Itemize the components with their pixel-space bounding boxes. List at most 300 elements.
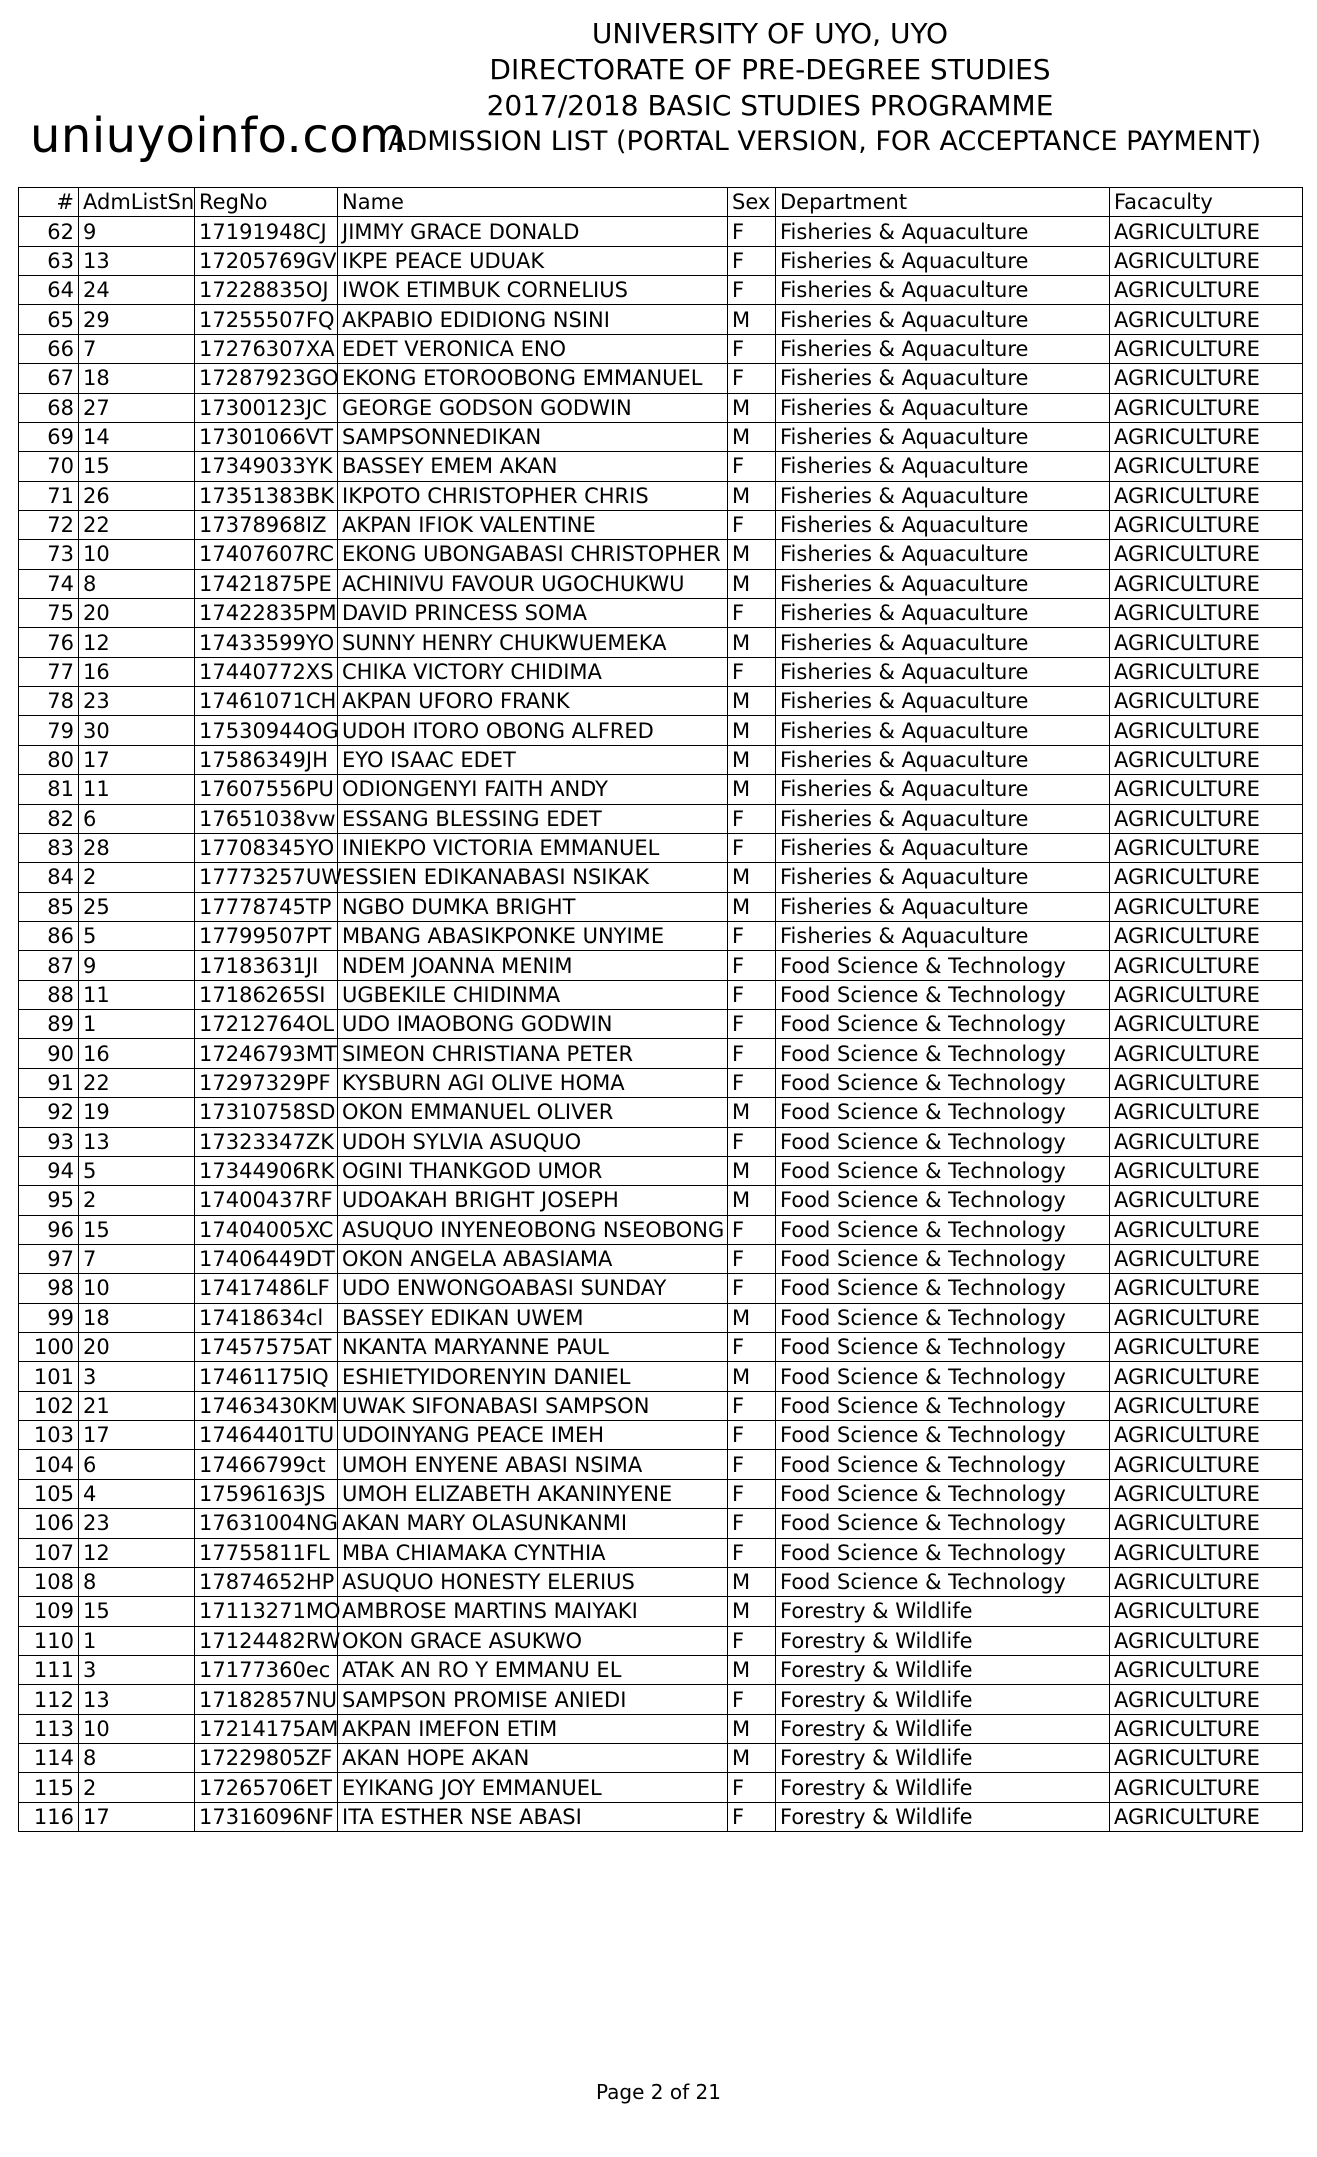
cell-name: UMOH ELIZABETH AKANINYENE <box>338 1479 728 1508</box>
cell-admlistsn: 16 <box>79 1039 195 1068</box>
table-row <box>19 1274 1303 1303</box>
cell-name: ATAK AN RO Y EMMANU EL <box>338 1655 728 1684</box>
cell-name: SAMPSON PROMISE ANIEDI <box>338 1685 728 1714</box>
cell-admlistsn: 2 <box>79 1773 195 1802</box>
cell-department: Food Science & Technology <box>776 1274 1110 1303</box>
cell-faculty: AGRICULTURE <box>1110 1685 1303 1714</box>
cell-regno: 17461175IQ <box>195 1362 338 1391</box>
cell-sex: F <box>728 364 776 393</box>
cell-department: Forestry & Wildlife <box>776 1597 1110 1626</box>
cell-index: 72 <box>19 510 79 539</box>
cell-index: 108 <box>19 1567 79 1596</box>
cell-faculty: AGRICULTURE <box>1110 1450 1303 1479</box>
cell-faculty: AGRICULTURE <box>1110 1333 1303 1362</box>
cell-index: 90 <box>19 1039 79 1068</box>
cell-faculty: AGRICULTURE <box>1110 540 1303 569</box>
cell-name: BASSEY EMEM AKAN <box>338 452 728 481</box>
cell-name: NKANTA MARYANNE PAUL <box>338 1333 728 1362</box>
cell-name: DAVID PRINCESS SOMA <box>338 599 728 628</box>
cell-index: 77 <box>19 657 79 686</box>
cell-admlistsn: 2 <box>79 863 195 892</box>
cell-admlistsn: 3 <box>79 1362 195 1391</box>
cell-admlistsn: 8 <box>79 1744 195 1773</box>
cell-name: UDOH ITORO OBONG ALFRED <box>338 716 728 745</box>
cell-faculty: AGRICULTURE <box>1110 1773 1303 1802</box>
watermark-text: uniuyoinfo.com <box>30 108 407 164</box>
table-row <box>19 980 1303 1009</box>
table-row <box>19 1362 1303 1391</box>
cell-name: UDOINYANG PEACE IMEH <box>338 1421 728 1450</box>
cell-regno: 17418634cl <box>195 1303 338 1332</box>
cell-department: Fisheries & Aquaculture <box>776 246 1110 275</box>
cell-regno: 17265706ET <box>195 1773 338 1802</box>
cell-regno: 17301066VT <box>195 422 338 451</box>
cell-index: 88 <box>19 980 79 1009</box>
cell-regno: 17276307XA <box>195 334 338 363</box>
table-row <box>19 1567 1303 1596</box>
cell-admlistsn: 10 <box>79 1274 195 1303</box>
table-row <box>19 1068 1303 1097</box>
cell-faculty: AGRICULTURE <box>1110 1509 1303 1538</box>
cell-name: AKAN MARY OLASUNKANMI <box>338 1509 728 1538</box>
cell-name: SIMEON CHRISTIANA PETER <box>338 1039 728 1068</box>
cell-regno: 17586349JH <box>195 745 338 774</box>
table-row <box>19 569 1303 598</box>
cell-name: EYIKANG JOY EMMANUEL <box>338 1773 728 1802</box>
cell-faculty: AGRICULTURE <box>1110 775 1303 804</box>
cell-department: Fisheries & Aquaculture <box>776 569 1110 598</box>
cell-faculty: AGRICULTURE <box>1110 1362 1303 1391</box>
cell-department: Fisheries & Aquaculture <box>776 921 1110 950</box>
cell-department: Food Science & Technology <box>776 1538 1110 1567</box>
cell-department: Food Science & Technology <box>776 1479 1110 1508</box>
cell-sex: M <box>728 540 776 569</box>
cell-department: Forestry & Wildlife <box>776 1744 1110 1773</box>
cell-index: 91 <box>19 1068 79 1097</box>
cell-name: ASUQUO HONESTY ELERIUS <box>338 1567 728 1596</box>
cell-name: IKPOTO CHRISTOPHER CHRIS <box>338 481 728 510</box>
cell-department: Food Science & Technology <box>776 1215 1110 1244</box>
cell-admlistsn: 5 <box>79 921 195 950</box>
cell-name: UDO IMAOBONG GODWIN <box>338 1010 728 1039</box>
cell-index: 74 <box>19 569 79 598</box>
cell-sex: F <box>728 1802 776 1831</box>
cell-sex: F <box>728 334 776 363</box>
table-row <box>19 921 1303 950</box>
cell-faculty: AGRICULTURE <box>1110 305 1303 334</box>
cell-sex: F <box>728 1215 776 1244</box>
cell-admlistsn: 22 <box>79 1068 195 1097</box>
cell-faculty: AGRICULTURE <box>1110 422 1303 451</box>
cell-name: CHIKA VICTORY CHIDIMA <box>338 657 728 686</box>
cell-admlistsn: 28 <box>79 833 195 862</box>
cell-index: 116 <box>19 1802 79 1831</box>
cell-sex: M <box>728 628 776 657</box>
cell-faculty: AGRICULTURE <box>1110 1127 1303 1156</box>
cell-index: 98 <box>19 1274 79 1303</box>
cell-faculty: AGRICULTURE <box>1110 1655 1303 1684</box>
cell-faculty: AGRICULTURE <box>1110 599 1303 628</box>
cell-name: UGBEKILE CHIDINMA <box>338 980 728 1009</box>
cell-sex: F <box>728 1773 776 1802</box>
cell-name: ITA ESTHER NSE ABASI <box>338 1802 728 1831</box>
cell-name: EKONG ETOROOBONG EMMANUEL <box>338 364 728 393</box>
cell-sex: M <box>728 1362 776 1391</box>
admission-table-container <box>18 187 1302 1829</box>
cell-department: Food Science & Technology <box>776 1362 1110 1391</box>
table-row <box>19 1685 1303 1714</box>
cell-sex: F <box>728 1479 776 1508</box>
cell-admlistsn: 29 <box>79 305 195 334</box>
table-row <box>19 452 1303 481</box>
cell-faculty: AGRICULTURE <box>1110 687 1303 716</box>
cell-sex: F <box>728 1538 776 1567</box>
cell-index: 89 <box>19 1010 79 1039</box>
cell-name: ASUQUO INYENEOBONG NSEOBONG <box>338 1215 728 1244</box>
cell-regno: 17466799ct <box>195 1450 338 1479</box>
cell-department: Forestry & Wildlife <box>776 1714 1110 1743</box>
cell-index: 67 <box>19 364 79 393</box>
cell-department: Fisheries & Aquaculture <box>776 305 1110 334</box>
cell-name: UDOH SYLVIA ASUQUO <box>338 1127 728 1156</box>
cell-department: Food Science & Technology <box>776 1039 1110 1068</box>
cell-regno: 17874652HP <box>195 1567 338 1596</box>
cell-admlistsn: 3 <box>79 1655 195 1684</box>
cell-index: 96 <box>19 1215 79 1244</box>
table-row <box>19 1597 1303 1626</box>
cell-faculty: AGRICULTURE <box>1110 1391 1303 1420</box>
cell-admlistsn: 22 <box>79 510 195 539</box>
table-row <box>19 540 1303 569</box>
cell-index: 100 <box>19 1333 79 1362</box>
cell-department: Forestry & Wildlife <box>776 1685 1110 1714</box>
admission-table <box>18 187 1303 1832</box>
cell-regno: 17404005XC <box>195 1215 338 1244</box>
header-directorate: DIRECTORATE OF PRE-DEGREE STUDIES <box>489 53 1051 86</box>
cell-name: EYO ISAAC EDET <box>338 745 728 774</box>
cell-department: Fisheries & Aquaculture <box>776 276 1110 305</box>
cell-faculty: AGRICULTURE <box>1110 276 1303 305</box>
table-row <box>19 1186 1303 1215</box>
cell-admlistsn: 15 <box>79 1597 195 1626</box>
cell-index: 99 <box>19 1303 79 1332</box>
cell-admlistsn: 2 <box>79 1186 195 1215</box>
cell-faculty: AGRICULTURE <box>1110 1479 1303 1508</box>
cell-index: 112 <box>19 1685 79 1714</box>
table-row <box>19 716 1303 745</box>
cell-regno: 17708345YO <box>195 833 338 862</box>
column-header-sex: Sex <box>728 188 776 217</box>
cell-index: 95 <box>19 1186 79 1215</box>
cell-name: ESSIEN EDIKANABASI NSIKAK <box>338 863 728 892</box>
cell-name: AKPAN IFIOK VALENTINE <box>338 510 728 539</box>
cell-admlistsn: 18 <box>79 1303 195 1332</box>
cell-faculty: AGRICULTURE <box>1110 246 1303 275</box>
cell-faculty: AGRICULTURE <box>1110 745 1303 774</box>
cell-admlistsn: 9 <box>79 951 195 980</box>
cell-index: 106 <box>19 1509 79 1538</box>
table-row <box>19 775 1303 804</box>
cell-department: Fisheries & Aquaculture <box>776 628 1110 657</box>
cell-name: NGBO DUMKA BRIGHT <box>338 892 728 921</box>
cell-faculty: AGRICULTURE <box>1110 833 1303 862</box>
cell-admlistsn: 17 <box>79 1802 195 1831</box>
cell-regno: 17205769GV <box>195 246 338 275</box>
cell-faculty: AGRICULTURE <box>1110 1098 1303 1127</box>
table-row <box>19 510 1303 539</box>
cell-department: Fisheries & Aquaculture <box>776 599 1110 628</box>
cell-faculty: AGRICULTURE <box>1110 334 1303 363</box>
cell-faculty: AGRICULTURE <box>1110 716 1303 745</box>
cell-sex: F <box>728 1509 776 1538</box>
table-row <box>19 1039 1303 1068</box>
cell-faculty: AGRICULTURE <box>1110 863 1303 892</box>
cell-admlistsn: 4 <box>79 1479 195 1508</box>
cell-name: SUNNY HENRY CHUKWUEMEKA <box>338 628 728 657</box>
cell-regno: 17799507PT <box>195 921 338 950</box>
cell-admlistsn: 7 <box>79 334 195 363</box>
cell-regno: 17183631JI <box>195 951 338 980</box>
cell-department: Food Science & Technology <box>776 1450 1110 1479</box>
cell-regno: 17300123JC <box>195 393 338 422</box>
cell-regno: 17344906RK <box>195 1156 338 1185</box>
cell-faculty: AGRICULTURE <box>1110 1186 1303 1215</box>
cell-department: Fisheries & Aquaculture <box>776 687 1110 716</box>
cell-sex: F <box>728 1391 776 1420</box>
table-row <box>19 892 1303 921</box>
cell-index: 78 <box>19 687 79 716</box>
cell-sex: M <box>728 305 776 334</box>
cell-department: Food Science & Technology <box>776 1333 1110 1362</box>
cell-faculty: AGRICULTURE <box>1110 1567 1303 1596</box>
cell-regno: 17287923GO <box>195 364 338 393</box>
cell-regno: 17607556PU <box>195 775 338 804</box>
cell-department: Food Science & Technology <box>776 951 1110 980</box>
cell-faculty: AGRICULTURE <box>1110 1274 1303 1303</box>
cell-admlistsn: 23 <box>79 1509 195 1538</box>
cell-name: AKAN HOPE AKAN <box>338 1744 728 1773</box>
cell-department: Fisheries & Aquaculture <box>776 540 1110 569</box>
cell-faculty: AGRICULTURE <box>1110 657 1303 686</box>
cell-regno: 17422835PM <box>195 599 338 628</box>
cell-sex: M <box>728 716 776 745</box>
cell-department: Fisheries & Aquaculture <box>776 716 1110 745</box>
cell-index: 93 <box>19 1127 79 1156</box>
cell-sex: F <box>728 1450 776 1479</box>
cell-department: Food Science & Technology <box>776 1391 1110 1420</box>
cell-regno: 17778745TP <box>195 892 338 921</box>
cell-index: 110 <box>19 1626 79 1655</box>
cell-department: Food Science & Technology <box>776 1244 1110 1273</box>
cell-admlistsn: 11 <box>79 775 195 804</box>
cell-admlistsn: 8 <box>79 569 195 598</box>
cell-department: Food Science & Technology <box>776 1509 1110 1538</box>
cell-regno: 17316096NF <box>195 1802 338 1831</box>
table-row <box>19 833 1303 862</box>
table-row <box>19 1744 1303 1773</box>
cell-department: Food Science & Technology <box>776 1068 1110 1097</box>
table-row <box>19 1303 1303 1332</box>
cell-admlistsn: 20 <box>79 599 195 628</box>
cell-admlistsn: 15 <box>79 452 195 481</box>
cell-admlistsn: 26 <box>79 481 195 510</box>
cell-department: Forestry & Wildlife <box>776 1655 1110 1684</box>
cell-index: 65 <box>19 305 79 334</box>
cell-faculty: AGRICULTURE <box>1110 1156 1303 1185</box>
cell-index: 70 <box>19 452 79 481</box>
cell-department: Fisheries & Aquaculture <box>776 833 1110 862</box>
cell-admlistsn: 7 <box>79 1244 195 1273</box>
cell-department: Fisheries & Aquaculture <box>776 892 1110 921</box>
cell-sex: M <box>728 1744 776 1773</box>
cell-admlistsn: 5 <box>79 1156 195 1185</box>
table-row <box>19 1127 1303 1156</box>
cell-sex: F <box>728 657 776 686</box>
cell-faculty: AGRICULTURE <box>1110 1244 1303 1273</box>
cell-regno: 17310758SD <box>195 1098 338 1127</box>
table-row <box>19 1333 1303 1362</box>
table-row <box>19 1450 1303 1479</box>
cell-regno: 17421875PE <box>195 569 338 598</box>
table-row <box>19 687 1303 716</box>
cell-regno: 17212764OL <box>195 1010 338 1039</box>
cell-sex: F <box>728 246 776 275</box>
cell-index: 62 <box>19 217 79 246</box>
cell-admlistsn: 18 <box>79 364 195 393</box>
cell-name: OKON EMMANUEL OLIVER <box>338 1098 728 1127</box>
cell-admlistsn: 20 <box>79 1333 195 1362</box>
cell-index: 107 <box>19 1538 79 1567</box>
table-row <box>19 745 1303 774</box>
cell-index: 76 <box>19 628 79 657</box>
table-row <box>19 334 1303 363</box>
cell-faculty: AGRICULTURE <box>1110 1626 1303 1655</box>
cell-name: ESHIETYIDORENYIN DANIEL <box>338 1362 728 1391</box>
cell-name: AMBROSE MARTINS MAIYAKI <box>338 1597 728 1626</box>
cell-faculty: AGRICULTURE <box>1110 951 1303 980</box>
cell-sex: M <box>728 1303 776 1332</box>
cell-admlistsn: 14 <box>79 422 195 451</box>
cell-name: OGINI THANKGOD UMOR <box>338 1156 728 1185</box>
cell-department: Forestry & Wildlife <box>776 1802 1110 1831</box>
cell-faculty: AGRICULTURE <box>1110 892 1303 921</box>
cell-index: 104 <box>19 1450 79 1479</box>
cell-index: 83 <box>19 833 79 862</box>
table-row <box>19 1626 1303 1655</box>
cell-name: AKPAN UFORO FRANK <box>338 687 728 716</box>
cell-regno: 17246793MT <box>195 1039 338 1068</box>
cell-faculty: AGRICULTURE <box>1110 481 1303 510</box>
cell-sex: M <box>728 1098 776 1127</box>
cell-sex: M <box>728 687 776 716</box>
table-row <box>19 1391 1303 1420</box>
cell-index: 68 <box>19 393 79 422</box>
cell-sex: M <box>728 1186 776 1215</box>
cell-department: Food Science & Technology <box>776 1010 1110 1039</box>
cell-name: NDEM JOANNA MENIM <box>338 951 728 980</box>
cell-regno: 17457575AT <box>195 1333 338 1362</box>
table-row <box>19 393 1303 422</box>
cell-sex: M <box>728 481 776 510</box>
cell-department: Fisheries & Aquaculture <box>776 745 1110 774</box>
cell-regno: 17351383BK <box>195 481 338 510</box>
cell-index: 82 <box>19 804 79 833</box>
cell-regno: 17755811FL <box>195 1538 338 1567</box>
cell-name: AKPAN IMEFON ETIM <box>338 1714 728 1743</box>
table-row <box>19 1714 1303 1743</box>
cell-admlistsn: 15 <box>79 1215 195 1244</box>
cell-index: 103 <box>19 1421 79 1450</box>
cell-name: GEORGE GODSON GODWIN <box>338 393 728 422</box>
header-list-title: ADMISSION LIST (PORTAL VERSION, FOR ACCEPTANCE PAYMENT) <box>388 126 1262 157</box>
cell-admlistsn: 13 <box>79 246 195 275</box>
cell-name: ESSANG BLESSING EDET <box>338 804 728 833</box>
cell-name: SAMPSONNEDIKAN <box>338 422 728 451</box>
cell-index: 66 <box>19 334 79 363</box>
cell-regno: 17229805ZF <box>195 1744 338 1773</box>
table-row <box>19 1421 1303 1450</box>
column-header-admlistsn: AdmListSn <box>79 188 195 217</box>
cell-name: MBANG ABASIKPONKE UNYIME <box>338 921 728 950</box>
table-row <box>19 951 1303 980</box>
cell-faculty: AGRICULTURE <box>1110 217 1303 246</box>
cell-sex: M <box>728 393 776 422</box>
cell-admlistsn: 10 <box>79 540 195 569</box>
cell-admlistsn: 1 <box>79 1626 195 1655</box>
header-programme: 2017/2018 BASIC STUDIES PROGRAMME <box>486 89 1054 122</box>
table-row <box>19 217 1303 246</box>
cell-regno: 17417486LF <box>195 1274 338 1303</box>
cell-faculty: AGRICULTURE <box>1110 393 1303 422</box>
cell-admlistsn: 17 <box>79 745 195 774</box>
cell-faculty: AGRICULTURE <box>1110 1010 1303 1039</box>
cell-name: EDET VERONICA ENO <box>338 334 728 363</box>
cell-index: 114 <box>19 1744 79 1773</box>
cell-index: 80 <box>19 745 79 774</box>
cell-faculty: AGRICULTURE <box>1110 569 1303 598</box>
cell-department: Food Science & Technology <box>776 1127 1110 1156</box>
cell-regno: 17631004NG <box>195 1509 338 1538</box>
cell-regno: 17464401TU <box>195 1421 338 1450</box>
cell-admlistsn: 16 <box>79 657 195 686</box>
cell-admlistsn: 9 <box>79 217 195 246</box>
cell-name: AKPABIO EDIDIONG NSINI <box>338 305 728 334</box>
cell-sex: F <box>728 1333 776 1362</box>
cell-sex: F <box>728 1421 776 1450</box>
cell-sex: F <box>728 980 776 1009</box>
cell-name: ACHINIVU FAVOUR UGOCHUKWU <box>338 569 728 598</box>
cell-regno: 17297329PF <box>195 1068 338 1097</box>
cell-admlistsn: 30 <box>79 716 195 745</box>
cell-index: 113 <box>19 1714 79 1743</box>
cell-sex: F <box>728 1274 776 1303</box>
cell-department: Fisheries & Aquaculture <box>776 393 1110 422</box>
cell-department: Fisheries & Aquaculture <box>776 217 1110 246</box>
cell-admlistsn: 11 <box>79 980 195 1009</box>
cell-sex: M <box>728 422 776 451</box>
cell-name: MBA CHIAMAKA CYNTHIA <box>338 1538 728 1567</box>
cell-admlistsn: 1 <box>79 1010 195 1039</box>
cell-index: 111 <box>19 1655 79 1684</box>
cell-department: Fisheries & Aquaculture <box>776 334 1110 363</box>
table-row <box>19 1509 1303 1538</box>
cell-regno: 17113271MO <box>195 1597 338 1626</box>
cell-regno: 17433599YO <box>195 628 338 657</box>
cell-sex: M <box>728 1567 776 1596</box>
cell-department: Fisheries & Aquaculture <box>776 364 1110 393</box>
cell-name: ODIONGENYI FAITH ANDY <box>338 775 728 804</box>
cell-sex: M <box>728 775 776 804</box>
